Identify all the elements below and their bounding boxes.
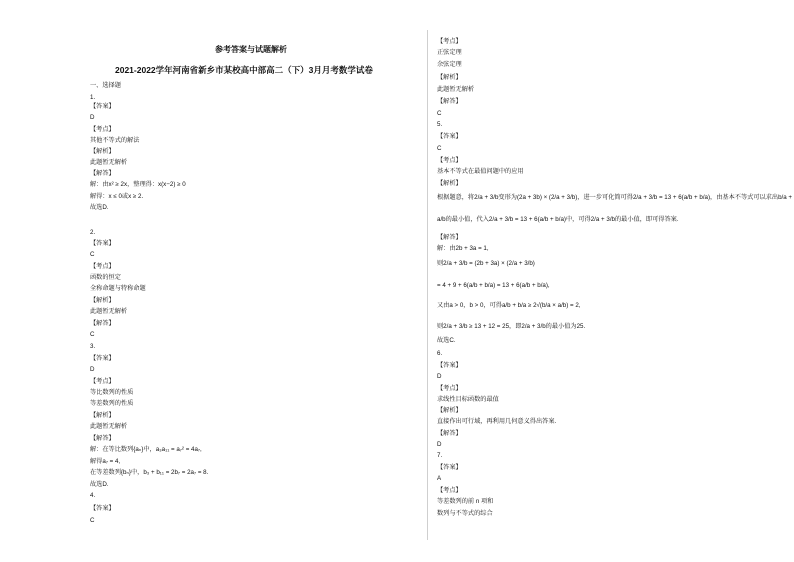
text-line: 【考点】 — [437, 487, 462, 494]
text-line: 3. — [90, 343, 96, 350]
text-line: 【解析】 — [437, 180, 462, 187]
text-line: 【解析】 — [90, 412, 115, 419]
text-line: 此题暂无解析 — [437, 86, 475, 93]
text-line: 6. — [437, 350, 443, 357]
text-line: 解：在等比数列{aₙ}中，a₃a₁₁ = a₇² = 4a₇, — [90, 446, 202, 453]
text-line: 求线性目标函数的最值 — [437, 396, 499, 403]
text-line: 此题暂无解析 — [90, 159, 128, 166]
text-line: 又由a > 0，b > 0，可得a/b + b/a ≥ 2√(b/a × a/b) = 2, — [437, 302, 581, 309]
text-line: 【答案】 — [90, 505, 115, 512]
text-line: 【考点】 — [90, 263, 115, 270]
text-line: 全称命题与特称命题 — [90, 285, 146, 292]
text-line: 余弦定理 — [437, 61, 462, 68]
text-line: 基本不等式在最值问题中的应用 — [437, 168, 524, 175]
text-line: 则2/a + 3/b ≥ 13 + 12 = 25，即2/a + 3/b的最小值为25. — [437, 323, 586, 330]
text-line: 【考点】 — [90, 378, 115, 385]
text-line: 根据题意，将2/a + 3/b变形为(2a + 3b) × (2/a + 3/b)，进一步可化简可得2/a + 3/b = 13 + 6(a/b + b/a)，由基本不等式可以求出b/a + — [437, 194, 793, 201]
text-line: 5. — [437, 121, 443, 128]
text-line: a/b的最小值，代入2/a + 3/b = 13 + 6(a/b + b/a)中，可得2/a + 3/b的最小值，即可得答案. — [437, 216, 679, 223]
text-line: 【答案】 — [437, 133, 462, 140]
text-line: 解得：x ≤ 0或x ≥ 2. — [90, 193, 144, 200]
text-line: 【解答】 — [437, 234, 462, 241]
text-line: D — [437, 373, 442, 380]
text-line: 【解答】 — [90, 170, 115, 177]
text-line: 【解答】 — [437, 430, 462, 437]
text-line: 1. — [90, 94, 96, 101]
text-line: 一、选择题 — [90, 82, 121, 89]
text-line: 此题暂无解析 — [90, 308, 128, 315]
exam-title: 2021-2022学年河南省新乡市某校高中部高二（下）3月月考数学试卷 — [115, 65, 373, 75]
text-line: C — [90, 517, 95, 524]
text-line: 正弦定理 — [437, 49, 462, 56]
text-line: C — [90, 251, 95, 258]
text-line: C — [437, 145, 442, 152]
text-line: 【考点】 — [90, 126, 115, 133]
text-line: 解得a₇ = 4, — [90, 458, 121, 465]
text-line: 【解析】 — [90, 148, 115, 155]
text-line: 则2/a + 3/b = (2b + 3a) × (2/a + 3/b) — [437, 260, 535, 267]
text-line: C — [90, 331, 95, 338]
text-line: 2. — [90, 229, 96, 236]
text-line: 【答案】 — [437, 464, 462, 471]
text-line: 4. — [90, 492, 96, 499]
text-line: 【解析】 — [437, 407, 462, 414]
text-line: = 4 + 9 + 6(a/b + b/a) = 13 + 6(a/b + b/a), — [437, 282, 550, 289]
text-line: 故选D. — [90, 204, 109, 211]
text-line: 【解析】 — [90, 297, 115, 304]
text-line: 等差数列的前 n 项和 — [437, 498, 494, 505]
text-line: D — [90, 114, 95, 121]
text-line: 【考点】 — [437, 385, 462, 392]
text-line: 此题暂无解析 — [90, 423, 128, 430]
text-line: 函数的恒定 — [90, 274, 121, 281]
text-line: 【答案】 — [437, 362, 462, 369]
text-line: 【答案】 — [90, 240, 115, 247]
text-line: 【考点】 — [437, 38, 462, 45]
text-line: 数列与不等式的综合 — [437, 510, 493, 517]
text-line: 其他不等式的解法 — [90, 137, 140, 144]
text-line: 故选D. — [90, 481, 109, 488]
answer-key-title: 参考答案与试题解析 — [215, 45, 287, 54]
text-line: D — [437, 441, 442, 448]
text-line: 【解析】 — [437, 74, 462, 81]
text-line: 【答案】 — [90, 103, 115, 110]
text-line: 【解答】 — [90, 320, 115, 327]
text-line: 解：由x² ≥ 2x，整理得：x(x−2) ≥ 0 — [90, 181, 186, 188]
text-line: D — [90, 366, 95, 373]
text-line: 等比数列的性质 — [90, 389, 134, 396]
text-line: C — [437, 110, 442, 117]
text-line: 【答案】 — [90, 355, 115, 362]
text-line: 在等差数列{bₙ}中，b₃ + b₁₁ = 2b₇ = 2a₇ = 8. — [90, 469, 209, 476]
text-line: 等差数列的性质 — [90, 400, 134, 407]
text-line: 故选C. — [437, 337, 456, 344]
text-line: A — [437, 475, 442, 482]
text-line: 直接作出可行域，再利用几何意义得出答案. — [437, 418, 557, 425]
text-line: 7. — [437, 452, 443, 459]
page-divider — [427, 30, 428, 540]
text-line: 【考点】 — [437, 157, 462, 164]
text-line: 【解答】 — [90, 435, 115, 442]
text-line: 【解答】 — [437, 98, 462, 105]
text-line: 解：由2b + 3a = 1, — [437, 245, 489, 252]
